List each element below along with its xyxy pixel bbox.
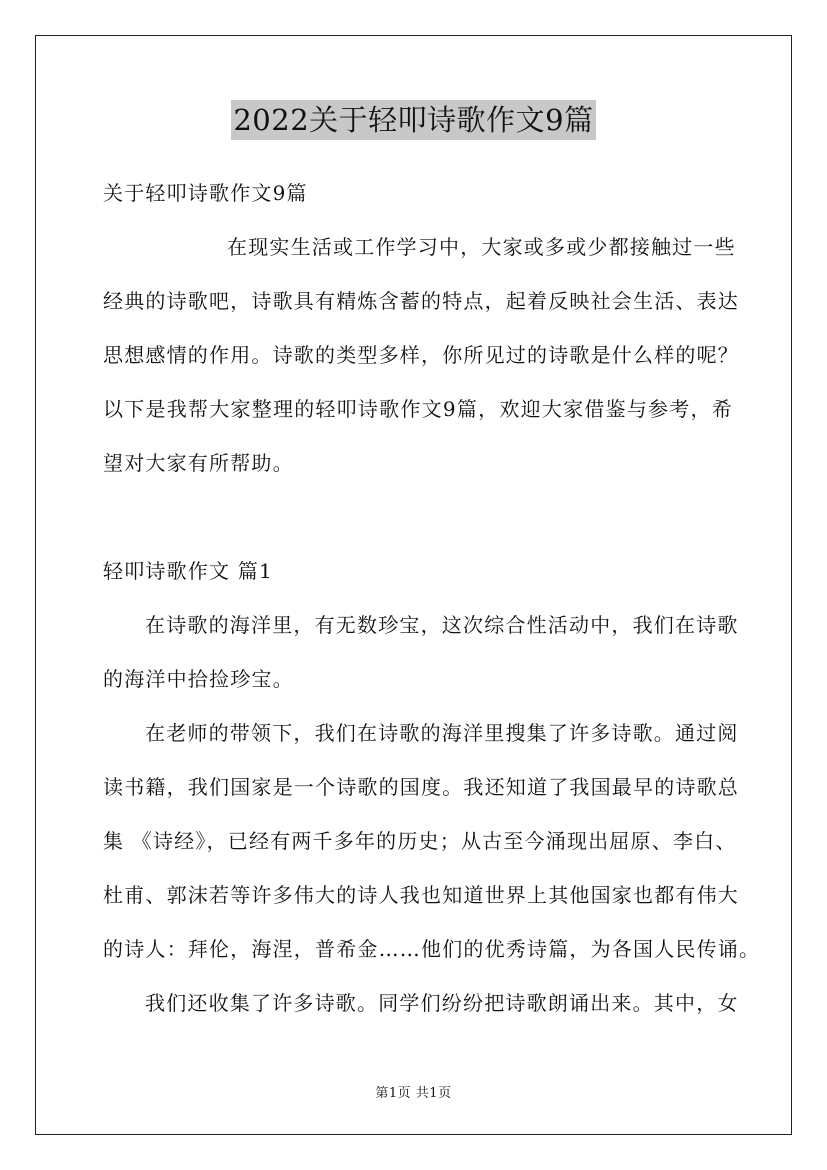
paragraph2-line-2: 读书籍，我们国家是一个诗歌的国度。我还知道了我国最早的诗歌总 — [103, 775, 739, 799]
title-container — [0, 100, 827, 140]
document-title: 2022关于轻叩诗歌作文9篇 — [231, 100, 595, 140]
section-spacer — [103, 490, 733, 544]
paragraph3-line-1: 我们还收集了许多诗歌。同学们纷纷把诗歌朗诵出来。其中，女 — [145, 991, 739, 1015]
page-footer: 第1页 共1页 — [375, 1086, 452, 1101]
paragraph2-line-1: 在老师的带领下，我们在诗歌的海洋里搜集了许多诗歌。通过阅 — [145, 721, 739, 745]
paragraph2-line-3: 集 《诗经》，已经有两千多年的历史；从古至今涌现出屈原、李白、 — [103, 829, 737, 853]
intro-line-4: 以下是我帮大家整理的轻叩诗歌作文9篇，欢迎大家借鉴与参考，希 — [103, 397, 733, 421]
paragraph2-line-4: 杜甫、郭沫若等许多伟大的诗人我也知道世界上其他国家也都有伟大 — [103, 883, 739, 907]
document-subtitle: 关于轻叩诗歌作文9篇 — [103, 181, 308, 205]
intro-line-2: 经典的诗歌吧，诗歌具有精炼含蓄的特点，起着反映社会生活、表达 — [103, 289, 739, 313]
paragraph1-line-2: 的海洋中拾捡珍宝。 — [103, 667, 294, 691]
intro-line-5: 望对大家有所帮助。 — [103, 451, 294, 475]
paragraph2-line-5: 的诗人：拜伦，海涅，普希金……他们的优秀诗篇，为各国人民传诵。 — [103, 937, 761, 961]
section-heading: 轻叩诗歌作文 篇1 — [103, 559, 273, 583]
intro-line-3: 思想感情的作用。诗歌的类型多样，你所见过的诗歌是什么样的呢？ — [103, 343, 739, 367]
intro-line-1: 在现实生活或工作学习中，大家或多或少都接触过一些 — [227, 235, 736, 259]
paragraph1-line-1: 在诗歌的海洋里，有无数珍宝，这次综合性活动中，我们在诗歌 — [145, 613, 739, 637]
document-body — [103, 166, 761, 1030]
